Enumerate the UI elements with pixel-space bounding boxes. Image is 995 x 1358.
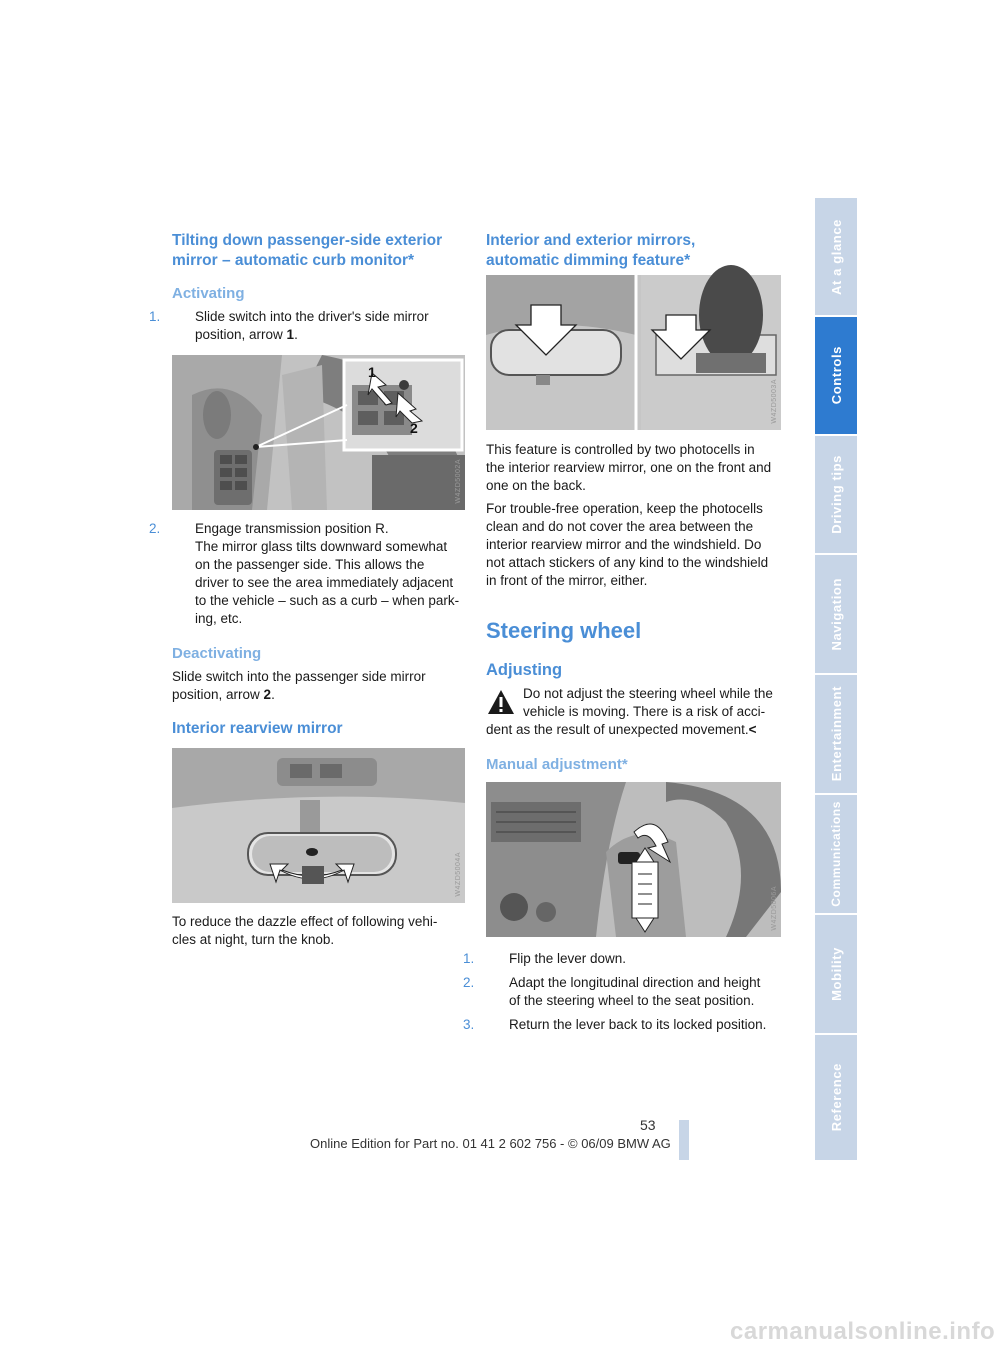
image-code: W4ZD5004A xyxy=(455,852,462,897)
arrow-label-1: 1 xyxy=(368,364,376,380)
footer-marker xyxy=(679,1120,689,1160)
tab-controls[interactable]: Controls xyxy=(815,317,857,436)
subheading-manual-adjustment: Manual adjustment* xyxy=(486,756,628,773)
arrow-label-2: 2 xyxy=(410,420,418,436)
image-code: W4ZD5006A xyxy=(771,886,778,931)
page-number: 53 xyxy=(640,1117,656,1133)
tab-entertainment[interactable]: Entertainment xyxy=(815,675,857,795)
dazzle-text: To reduce the dazzle effect of following vehi- cles at night, turn the knob. xyxy=(172,914,438,947)
dimming-mirror-image xyxy=(486,275,781,430)
subheading-adjusting: Adjusting xyxy=(486,661,563,679)
step-1: 1. Slide switch into the driver's side mirror position, arrow 1. xyxy=(149,309,429,342)
image-code: W4ZD5002A xyxy=(455,459,462,504)
subheading-deactivating: Deactivating xyxy=(172,645,262,662)
tab-driving-tips[interactable]: Driving tips xyxy=(815,436,857,555)
watermark: carmanualsonline.info xyxy=(730,1318,995,1345)
section-heading-rearview: Interior rearview mirror xyxy=(172,720,343,737)
section-heading-steering: Steering wheel xyxy=(486,618,642,643)
image-code: W4ZD5003A xyxy=(771,379,778,424)
subheading-activating: Activating xyxy=(172,285,245,302)
tab-at-a-glance[interactable]: At a glance xyxy=(815,198,857,317)
tab-communications[interactable]: Communications xyxy=(815,795,857,915)
dimming-text: This feature is controlled by two photocells in the interior rearview mirror, one on the front and one on the back. For trouble-free operation, keep the photocells clean and do not cover the area between the interior rearview mirror and the windshield. Do not attach stickers of any kind to the windshield in front of the mirror, either. xyxy=(486,442,772,588)
mirror-switch-image xyxy=(172,355,465,510)
deactivating-text: Slide switch into the passenger side mirror position, arrow 2. xyxy=(172,669,426,702)
rearview-mirror-image xyxy=(172,748,465,903)
edition-footer: Online Edition for Part no. 01 41 2 602 756 - © 06/09 BMW AG xyxy=(310,1136,671,1151)
step-2: 2. Engage transmission position R. The mirror glass tilts downward somewhat on the passenger side. This allows the driver to see the area immediately adjacent to the vehicle – such as a curb – when park- ing, etc. xyxy=(149,521,460,626)
warning-text: Do not adjust the steering wheel while the vehicle is moving. There is a risk of acci- dent as the result of unexpected movement.< xyxy=(486,686,773,737)
manual-steps: 1. Flip the lever down. 2. Adapt the longitudinal direction and height of the steering wheel to the seat position. 3. Return the lever back to its locked position. xyxy=(463,951,767,1032)
tab-mobility[interactable]: Mobility xyxy=(815,915,857,1035)
tab-navigation[interactable]: Navigation xyxy=(815,555,857,675)
section-heading-dimming: Interior and exterior mirrors, automatic dimming feature* xyxy=(486,232,696,269)
section-heading-tilt: Tilting down passenger-side exterior mirror – automatic curb monitor* xyxy=(172,232,443,269)
tab-reference[interactable]: Reference xyxy=(815,1035,857,1162)
steering-adjust-image xyxy=(486,782,781,937)
